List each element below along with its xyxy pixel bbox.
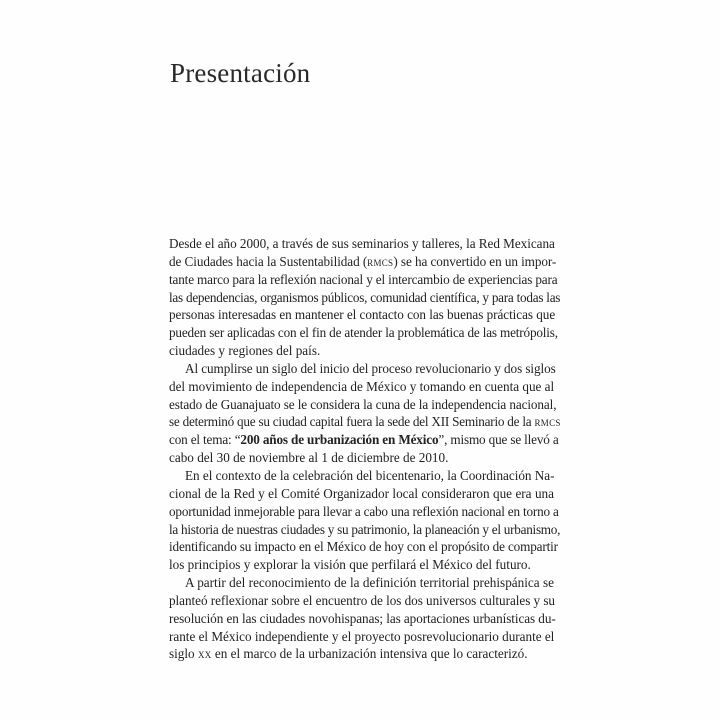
acronym: rmcs (367, 253, 394, 269)
text-line: del movimiento de independencia de México y tomando en cuenta que al (169, 378, 555, 394)
text-fragment: ”, mismo que se llevó a (438, 432, 559, 448)
body-text (169, 235, 561, 663)
text-line: cional de la Red y el Comité Organizador local consideraron que era una (169, 485, 554, 501)
text-fragment: se determinó que su ciudad capital fuera la sede del XII Seminario de la (169, 414, 535, 430)
text-line: los principios y explorar la visión que perfilará el México del futuro. (169, 557, 531, 573)
century-numeral: xx (197, 646, 212, 662)
text-line: oportunidad inmejorable para llevar a cabo una reflexión nacional en torno a (169, 503, 559, 519)
text-line (169, 431, 559, 449)
text-line: Desde el año 2000, a través de sus seminarios y talleres, la Red Mexicana (169, 236, 555, 251)
text-line: personas interesadas en mantener el contacto con las buenas prácticas que (169, 307, 556, 323)
text-line: resolución en las ciudades novohispanas; las aportaciones urbanísticas du- (169, 610, 556, 626)
text-line: Al cumplirse un siglo del inicio del proceso revolucionario y dos siglos (185, 360, 556, 376)
text-fragment: ) se ha convertido en un impor- (393, 253, 557, 269)
text-fragment: de Ciudades hacia la Sustentabilidad ( (169, 253, 368, 269)
text-line (169, 253, 557, 271)
text-line: A partir del reconocimiento de la definición territorial prehispánica se (185, 575, 554, 591)
text-line: rante el México independiente y el proyecto posrevolucionario durante el (169, 628, 555, 644)
text-line: pueden ser aplicadas con el fin de atender la problemática de las metrópolis, (169, 325, 558, 341)
text-line (169, 645, 554, 663)
text-line: las dependencias, organismos públicos, comunidad científica, y para todas las (169, 289, 561, 305)
text-line: estado de Guanajuato se le considera la cuna de la independencia nacional, (169, 396, 557, 412)
text-line: cabo del 30 de noviembre al 1 de diciembre de 2010. (169, 450, 449, 466)
paragraph-3 (169, 467, 561, 574)
paragraph-2 (169, 360, 561, 467)
seminar-theme: 200 años de urbanización en México (240, 432, 439, 448)
text-line: la historia de nuestras ciudades y su patrimonio, la planeación y el urbanismo, (169, 521, 561, 537)
text-line: tante marco para la reflexión nacional y el intercambio de experiencias para (169, 271, 558, 287)
page-title: Presentación (170, 58, 311, 88)
text-fragment: en el marco de la urbanización intensiva que lo caracterizó. (211, 646, 528, 662)
text-line: planteó reflexionar sobre el encuentro de los dos universos culturales y su (169, 592, 555, 608)
text-fragment: con el tema: “ (169, 432, 241, 448)
text-line: ciudades y regiones del país. (169, 343, 321, 359)
text-line: identificando su impacto en el México de hoy con el propósito de compartir (169, 539, 558, 555)
text-line: En el contexto de la celebración del bicentenario, la Coordinación Na- (185, 467, 555, 483)
text-fragment: siglo (169, 646, 198, 662)
paragraph-1 (169, 235, 561, 360)
acronym: rmcs (534, 414, 561, 430)
text-line (169, 413, 561, 431)
paragraph-4 (169, 574, 554, 663)
